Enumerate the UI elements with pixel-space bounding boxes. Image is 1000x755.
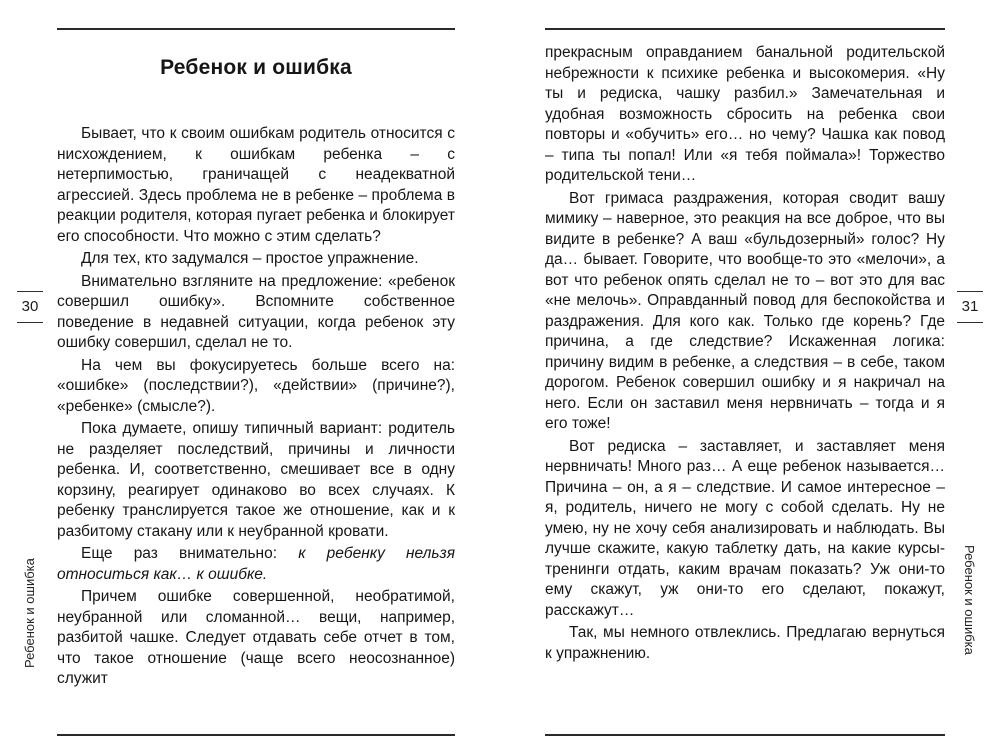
page-number-block-left	[15, 291, 45, 323]
margin-title-left: Ребенок и ошибка	[22, 558, 37, 668]
paragraph: Так, мы немного отвлеклись. Предлагаю вернуться к упражнению.	[545, 624, 945, 662]
page-number-block-right	[955, 291, 985, 323]
paragraph: Внимательно взгляните на предложение: «ребенок совершил ошибку». Вспомните собственное поведение в недавней ситуации, когда ребенок эту ошибку совершил, сделал не то.	[57, 272, 455, 351]
paragraph: Пока думаете, опишу типичный вариант: родитель не разделяет последствий, причины и личности ребенка. И, соответственно, смешивает все в одну корзину, реагирует одинаково во всех случаях. К ребенку транслируется такое же отношение, как и к разбитому стакану или к неубранной кровати.	[57, 420, 455, 540]
paragraph-prefix: Еще раз внимательно:	[81, 545, 299, 562]
page-left	[57, 28, 455, 736]
page-number-right: 31	[961, 298, 979, 315]
chapter-title: Ребенок и ошибка	[160, 56, 352, 79]
paragraph: На чем вы фокусируетесь больше всего на: «ошибке» (последствии?), «действии» (причине?), «ребенке» (смысле?).	[57, 356, 455, 415]
page-right	[545, 28, 945, 736]
paragraph-italic: к ребенку нельзя относиться как… к ошибке.	[57, 545, 455, 583]
paragraph: Бывает, что к своим ошибкам родитель относится с нисхождением, к ошибкам ребенка – с нетерпимостью, граничащей с неадекватной агрессией. Здесь проблема не в ребенке – проблема в реакции родителя, которая пугает ребенка и блокирует его способности. Что можно с этим сделать?	[57, 125, 455, 245]
paragraph: Вот редиска – заставляет, и заставляет меня нервничать! Много раз… А еще ребенок называется… Причина – он, а я – следствие. И самое интересное – я, родитель, ничего не могу с собой сделать. Ну не умею, ну не хочу себя анализировать и наблюдать. Вы лучше скажите, какую таблетку дать, на какие курсы-тренинги отдать, каким врачам показать? Уж они-то ему скажут, уж они-то его сделают, покажут, расскажут…	[545, 437, 945, 619]
paragraph-with-emphasis	[57, 544, 455, 585]
paragraph: Причем ошибке совершенной, необратимой, неубранной или сломанной… вещи, например, разбитой чашке. Следует отдавать себе отчет в том, что такое отношение (чаще всего неосознанное) служит	[57, 588, 455, 687]
page-number-rule-bottom	[957, 322, 983, 323]
page-left-body	[57, 124, 455, 690]
page-number-rule-bottom	[17, 322, 43, 323]
margin-title-right: Ребенок и ошибка	[962, 545, 977, 655]
paragraph: прекрасным оправданием банальной родительской небрежности к психике ребенка и высокомерия. «Ну ты и редиска, чашку разбил.» Замечательная и удобная возможность сбросить на ребенка свои повторы и «обучить» его… но чему? Чашка как повод – типа ты попал! Или «я тебя поймала»! Торжество родительской тени…	[545, 44, 945, 184]
paragraph: Для тех, кто задумался – простое упражнение.	[81, 250, 419, 267]
page-right-body	[545, 43, 945, 664]
paragraph: Вот гримаса раздражения, которая сводит вашу мимику – наверное, это реакция на все доброе, что вы видите в ребенке? А ваш «бульдозерный» голос? Ну да… бывает. Говорите, что вообще-то это «мелочи», а вот что ребенок опять сделал не то – вот это для вас «не мелочь». Оправданный повод для беспокойства и раздражения. Для кого как. Только где корень? Где причина, а где следствие? Искаженная логика: причину видим в ребенке, а следствия – в себе, таком дорогом. Ребенок совершил ошибку и я накричал на него. Если он заставил меня нервничать – тогда и я его тоже!	[545, 189, 945, 432]
page-number-left: 30	[21, 298, 39, 315]
